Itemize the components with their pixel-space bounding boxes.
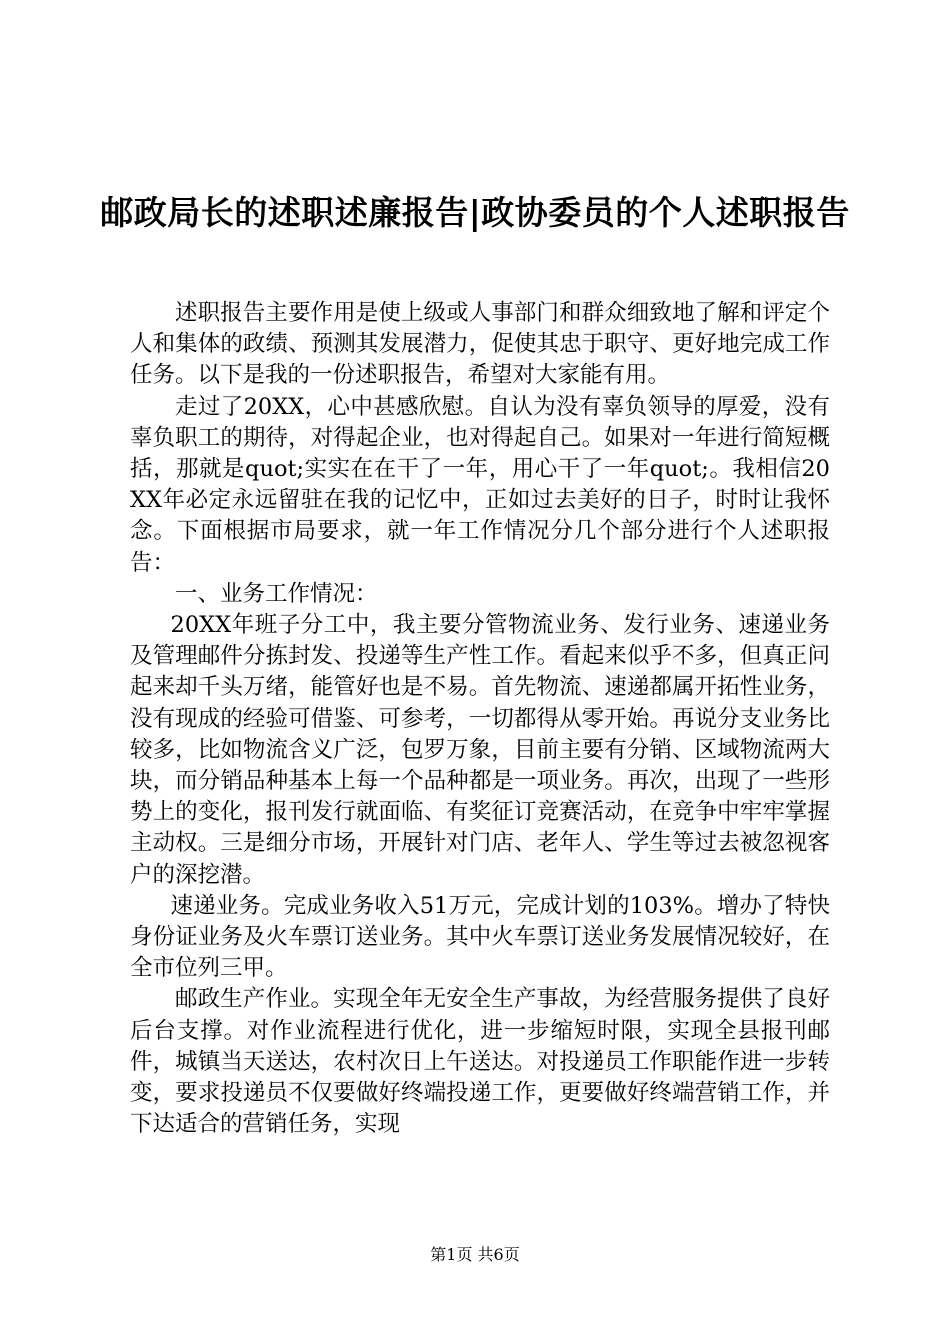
paragraph-summary: 走过了20XX，心中甚感欣慰。自认为没有辜负领导的厚爱，没有辜负职工的期待，对得起企业，也对得起自己。如果对一年进行简短概括，那就是quot;实实在在干了一年，用心干了一年quot;。我相信20XX年必定永远留驻在我的记忆中，正如过去美好的日子，时时让我怀念。下面根据市局要求，就一年工作情况分几个部分进行个人述职报告： [130,393,830,576]
document-title: 邮政局长的述职述廉报告|政协委员的个人述职报告 [100,193,850,232]
paragraph-express-delivery: 速递业务。完成业务收入51万元，完成计划的103%。增办了特快身份证业务及火车票订送业务。其中火车票订送业务发展情况较好，在全市位列三甲。 [130,892,830,982]
paragraph-postal-operations: 邮政生产作业。实现全年无安全生产事故，为经营服务提供了良好后台支撑。对作业流程进行优化，进一步缩短时限，实现全县报刊邮件，城镇当天送达，农村次日上午送达。对投递员工作职能作进一步转变，要求投递员不仅要做好终端投递工作，更要做好终端营销工作，并下达适合的营销任务，实现 [130,986,830,1138]
document-body [130,298,830,1140]
paragraph-business-duties: 20XX年班子分工中，我主要分管物流业务、发行业务、速递业务及管理邮件分拣封发、投递等生产性工作。看起来似乎不多，但真正问起来却千头万绪，能管好也是不易。首先物流、速递都属开拓性业务，没有现成的经验可借鉴、可参考，一切都得从零开始。再说分支业务比较多，比如物流含义广泛，包罗万象，目前主要有分销、区域物流两大块，而分销品种基本上每一个品种都是一项业务。再次，出现了一些形势上的变化，报刊发行就面临、有奖征订竞赛活动，在竞争中牢牢掌握主动权。三是细分市场，开展针对门店、老年人、学生等过去被忽视客户的深挖潜。 [130,612,830,888]
page-number-footer: 第1页 共6页 [430,1245,520,1264]
section-heading-business: 一、业务工作情况： [175,580,378,607]
paragraph-intro: 述职报告主要作用是使上级或人事部门和群众细致地了解和评定个人和集体的政绩、预测其发展潜力，促使其忠于职守、更好地完成工作任务。以下是我的一份述职报告，希望对大家能有用。 [130,300,830,389]
